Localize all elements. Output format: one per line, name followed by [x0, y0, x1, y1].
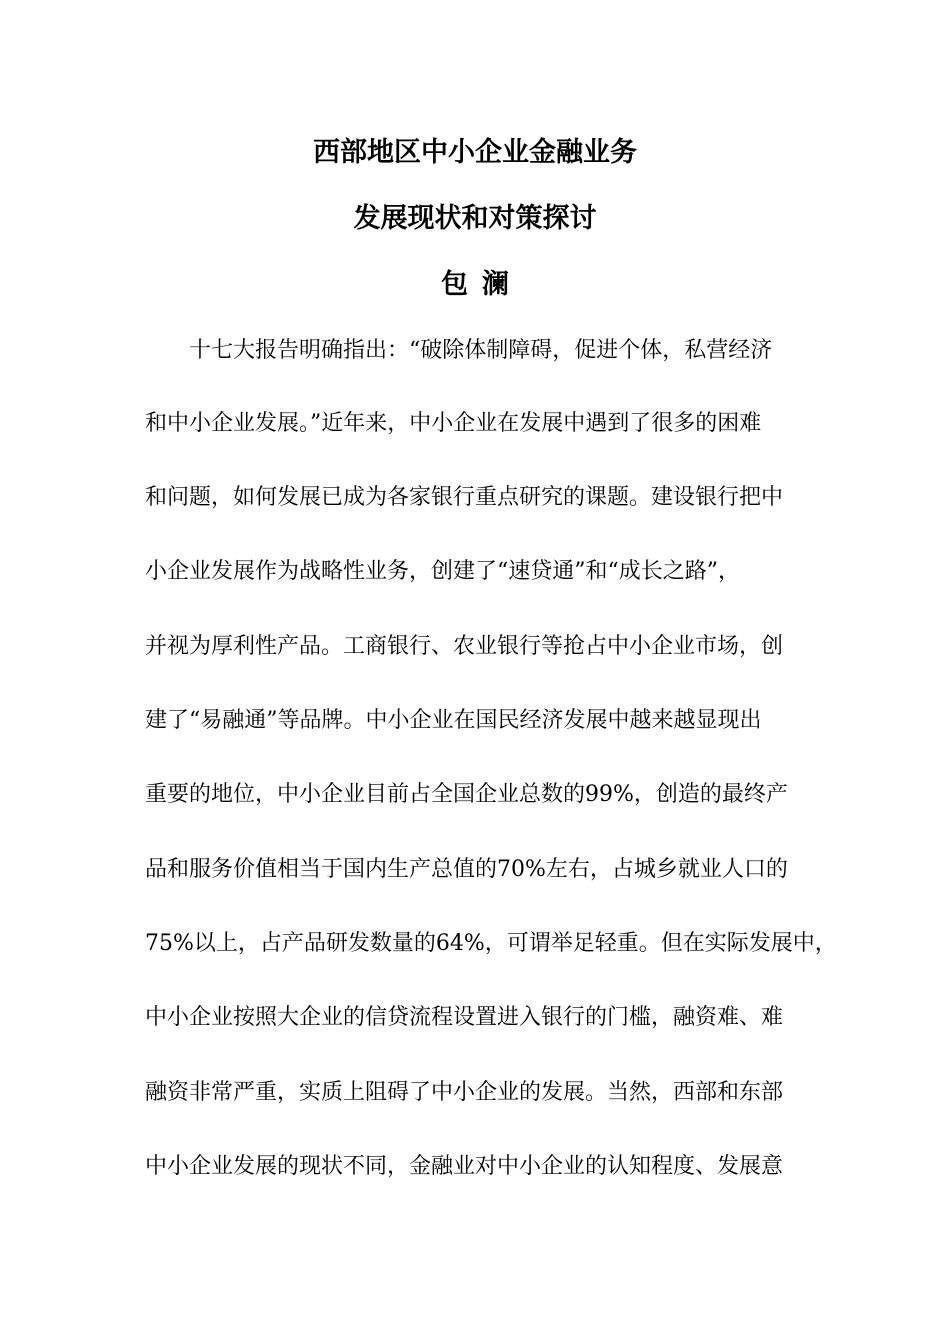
body-line: 中小企业按照大企业的信贷流程设置进入银行的门槛，融资难、难 [145, 1005, 784, 1030]
body-line: 品和服务价值相当于国内生产总值的70%左右，占城乡就业人口的 [145, 857, 788, 882]
body-line: 融资非常严重，实质上阻碍了中小企业的发展。当然，西部和东部 [145, 1080, 784, 1105]
body-line: 并视为厚利性产品。工商银行、农业银行等抢占中小企业市场，创 [145, 634, 784, 659]
document-author: 包澜 [441, 269, 523, 300]
body-line: 小企业发展作为战略性业务，创建了“速贷通”和“成长之路”， [145, 559, 740, 584]
document-title-line-2: 发展现状和对策探讨 [353, 203, 597, 234]
body-line: 十七大报告明确指出：“破除体制障碍，促进个体，私营经济 [189, 338, 773, 363]
body-line: 重要的地位，中小企业目前占全国企业总数的99%，创造的最终产 [145, 782, 788, 807]
body-line: 中小企业发展的现状不同，金融业对中小企业的认知程度、发展意 [145, 1154, 784, 1179]
body-line: 75%以上，占产品研发数量的64%，可谓举足轻重。但在实际发展中， [145, 931, 837, 956]
document-title-line-1: 西部地区中小企业金融业务 [313, 137, 637, 168]
body-line: 和问题，如何发展已成为各家银行重点研究的课题。建设银行把中 [145, 485, 784, 510]
body-line: 建了“易融通”等品牌。中小企业在国民经济发展中越来越显现出 [145, 708, 762, 733]
body-line: 和中小企业发展。”近年来，中小企业在发展中遇到了很多的困难 [145, 411, 762, 436]
